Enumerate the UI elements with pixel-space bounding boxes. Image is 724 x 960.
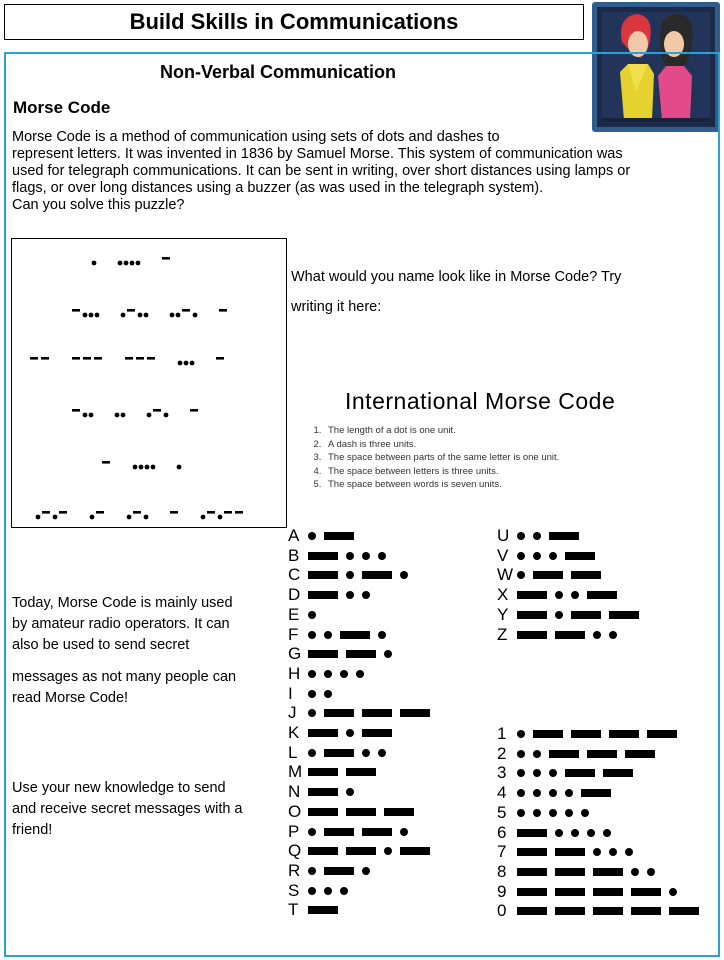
morse-char: 3	[497, 763, 507, 783]
dash-symbol	[308, 906, 338, 914]
morse-char: Y	[497, 604, 509, 624]
puzzle-dash	[72, 409, 80, 412]
dash-symbol	[593, 907, 623, 915]
puzzle-dash	[59, 511, 67, 514]
paragraph-today	[12, 593, 233, 656]
dash-symbol	[362, 729, 392, 737]
dash-symbol	[308, 591, 338, 599]
dash-symbol	[565, 552, 595, 560]
dash-symbol	[669, 907, 699, 915]
morse-char: J	[288, 703, 297, 723]
puzzle-dot	[83, 313, 88, 318]
dash-symbol	[647, 730, 677, 738]
puzzle-dash	[72, 357, 80, 360]
dot-symbol	[362, 591, 370, 599]
rule-item: 5. The space between words is seven units.	[324, 478, 559, 492]
puzzle-dot	[170, 313, 175, 318]
dash-symbol	[555, 888, 585, 896]
morse-row-z	[497, 625, 625, 645]
dot-symbol	[384, 650, 392, 658]
puzzle-dot	[176, 313, 181, 318]
dot-symbol	[308, 749, 316, 757]
puzzle-dash	[162, 257, 170, 260]
puzzle-dot	[121, 313, 126, 318]
puzzle-dash	[83, 357, 91, 360]
morse-row-g	[288, 644, 400, 664]
puzzle-dash	[224, 511, 232, 514]
puzzle-dot	[124, 261, 129, 266]
dash-symbol	[517, 868, 547, 876]
puzzle-dash	[127, 309, 135, 312]
morse-row-v	[497, 546, 603, 566]
subheading-morse-code: Morse Code	[13, 98, 111, 117]
dot-symbol	[631, 868, 639, 876]
dot-symbol	[517, 532, 525, 540]
para-line: Today, Morse Code is mainly used	[12, 595, 233, 611]
morse-char: M	[288, 762, 303, 782]
dot-symbol	[308, 887, 316, 895]
dot-symbol	[533, 769, 541, 777]
puzzle-dot	[139, 465, 144, 470]
dot-symbol	[555, 591, 563, 599]
dash-symbol	[555, 631, 585, 639]
puzzle-dash	[42, 511, 50, 514]
morse-char: K	[288, 723, 300, 742]
paragraph-use	[12, 778, 243, 841]
para-line: by amateur radio operators. It can	[12, 616, 230, 632]
dot-symbol	[533, 750, 541, 758]
dash-symbol	[533, 730, 563, 738]
dot-symbol	[647, 868, 655, 876]
morse-row-l	[288, 743, 394, 763]
dash-symbol	[308, 847, 338, 855]
rule-item: 2. A dash is three units.	[324, 438, 559, 452]
puzzle-dot	[145, 465, 150, 470]
dash-symbol	[555, 848, 585, 856]
dash-symbol	[571, 730, 601, 738]
dot-symbol	[346, 788, 354, 796]
puzzle-dash	[133, 511, 141, 514]
puzzle-dash	[72, 309, 80, 312]
morse-row-1	[497, 724, 685, 744]
dash-symbol	[587, 750, 617, 758]
dot-symbol	[324, 690, 332, 698]
intro-line: used for telegraph communications. It can be sent in writing, over short distances using lamps or	[12, 163, 631, 179]
page-title: Build Skills in Communications	[129, 9, 459, 34]
dot-symbol	[549, 789, 557, 797]
dot-symbol	[308, 532, 316, 540]
dot-symbol	[565, 789, 573, 797]
dot-symbol	[593, 848, 601, 856]
morse-row-s	[288, 881, 356, 901]
dot-symbol	[565, 809, 573, 817]
puzzle-dash	[96, 511, 104, 514]
dash-symbol	[517, 591, 547, 599]
prompt-line: writing it here:	[291, 299, 382, 315]
morse-row-9	[497, 882, 685, 902]
dot-symbol	[593, 631, 601, 639]
morse-char: G	[288, 644, 302, 664]
morse-char: O	[288, 801, 302, 821]
puzzle-dash	[41, 357, 49, 360]
puzzle-dash	[235, 511, 243, 514]
puzzle-dot	[193, 313, 198, 318]
dot-symbol	[324, 887, 332, 895]
morse-char: 1	[497, 724, 507, 743]
puzzle-dash	[125, 357, 133, 360]
rule-item: 4. The space between letters is three units.	[324, 465, 559, 479]
dash-symbol	[565, 769, 595, 777]
dash-symbol	[555, 868, 585, 876]
para-line: and receive secret messages with a	[12, 801, 243, 817]
dash-symbol	[631, 907, 661, 915]
morse-char: 0	[497, 901, 507, 921]
morse-char: 9	[497, 881, 507, 901]
dash-symbol	[603, 769, 633, 777]
morse-row-c	[288, 565, 416, 585]
morse-row-e	[288, 605, 324, 625]
puzzle-dash	[94, 357, 102, 360]
dash-symbol	[324, 709, 354, 717]
dot-symbol	[587, 829, 595, 837]
morse-row-m	[288, 762, 384, 782]
puzzle-dot	[92, 261, 97, 266]
morse-row-5	[497, 803, 597, 823]
dash-symbol	[362, 571, 392, 579]
morse-row-t	[288, 900, 346, 920]
puzzle-dot	[83, 413, 88, 418]
dot-symbol	[571, 829, 579, 837]
dash-symbol	[517, 888, 547, 896]
dash-symbol	[384, 808, 414, 816]
dot-symbol	[400, 571, 408, 579]
morse-row-4	[497, 783, 619, 803]
dash-symbol	[308, 788, 338, 796]
dot-symbol	[533, 809, 541, 817]
dash-symbol	[517, 611, 547, 619]
section-title: Non-Verbal Communication	[160, 62, 397, 82]
morse-row-f	[288, 625, 394, 645]
dot-symbol	[581, 809, 589, 817]
morse-char: N	[288, 782, 301, 802]
dot-symbol	[549, 769, 557, 777]
puzzle-dot	[151, 465, 156, 470]
dot-symbol	[362, 749, 370, 757]
puzzle-dot	[133, 465, 138, 470]
dash-symbol	[555, 907, 585, 915]
puzzle-dash	[182, 309, 190, 312]
morse-char: W	[497, 565, 514, 585]
morse-char: P	[288, 821, 300, 841]
dot-symbol	[340, 670, 348, 678]
puzzle-dot	[121, 413, 126, 418]
morse-row-2	[497, 744, 663, 764]
morse-char: S	[288, 880, 300, 900]
dash-symbol	[625, 750, 655, 758]
dash-symbol	[571, 611, 601, 619]
puzzle-dot	[138, 313, 143, 318]
dot-symbol	[324, 631, 332, 639]
dot-symbol	[346, 591, 354, 599]
morse-char: V	[497, 545, 509, 565]
puzzle-dot	[178, 361, 183, 366]
morse-char: Q	[288, 841, 302, 861]
dot-symbol	[517, 769, 525, 777]
dot-symbol	[362, 552, 370, 560]
puzzle-dot	[144, 515, 149, 520]
morse-row-n	[288, 782, 362, 802]
puzzle-dash	[30, 357, 38, 360]
dash-symbol	[593, 888, 623, 896]
morse-row-o	[288, 802, 422, 822]
dot-symbol	[324, 670, 332, 678]
puzzle-dot	[136, 261, 141, 266]
dash-symbol	[631, 888, 661, 896]
morse-row-u	[497, 526, 587, 546]
puzzle-dot	[115, 413, 120, 418]
puzzle-dash	[216, 357, 224, 360]
dot-symbol	[603, 829, 611, 837]
dot-symbol	[340, 887, 348, 895]
dash-symbol	[362, 828, 392, 836]
dot-symbol	[378, 552, 386, 560]
dot-symbol	[533, 789, 541, 797]
morse-puzzle-box	[11, 238, 287, 528]
dash-symbol	[346, 808, 376, 816]
dash-symbol	[308, 571, 338, 579]
puzzle-dash	[147, 357, 155, 360]
morse-char: D	[288, 585, 301, 605]
dot-symbol	[308, 670, 316, 678]
morse-row-r	[288, 861, 378, 881]
puzzle-dot	[130, 261, 135, 266]
dot-symbol	[609, 631, 617, 639]
puzzle-dot	[127, 515, 132, 520]
rule-item: 1. The length of a dot is one unit.	[324, 424, 559, 438]
puzzle-dash	[219, 309, 227, 312]
puzzle-dot	[89, 313, 94, 318]
morse-char: H	[288, 663, 301, 683]
morse-char: B	[288, 545, 300, 565]
dot-symbol	[308, 709, 316, 717]
dot-symbol	[308, 690, 316, 698]
morse-char: 5	[497, 802, 507, 822]
dash-symbol	[308, 552, 338, 560]
puzzle-dot	[89, 413, 94, 418]
morse-row-k	[288, 723, 400, 743]
morse-row-y	[497, 605, 647, 625]
puzzle-dot	[90, 515, 95, 520]
para-line: messages as not many people can	[12, 669, 237, 685]
dot-symbol	[555, 611, 563, 619]
name-prompt	[291, 262, 681, 322]
morse-char: E	[288, 604, 300, 624]
morse-char: 7	[497, 842, 507, 862]
rule-item: 3. The space between parts of the same letter is one unit.	[324, 451, 559, 465]
dot-symbol	[571, 591, 579, 599]
para-line: also be used to send secret	[12, 637, 190, 653]
dot-symbol	[517, 750, 525, 758]
morse-char: C	[288, 565, 301, 585]
dot-symbol	[356, 670, 364, 678]
morse-row-q	[288, 841, 438, 861]
puzzle-dash	[190, 409, 198, 412]
morse-chart-title: International Morse Code	[345, 388, 616, 414]
dot-symbol	[549, 552, 557, 560]
dash-symbol	[400, 847, 430, 855]
dot-symbol	[378, 631, 386, 639]
dash-symbol	[549, 750, 579, 758]
dash-symbol	[517, 829, 547, 837]
intro-line: Morse Code is a method of communication using sets of dots and dashes to	[12, 129, 500, 145]
morse-row-j	[288, 703, 438, 723]
dot-symbol	[308, 631, 316, 639]
dash-symbol	[609, 730, 639, 738]
dot-symbol	[378, 749, 386, 757]
dash-symbol	[308, 808, 338, 816]
puzzle-dot	[36, 515, 41, 520]
dash-symbol	[324, 532, 354, 540]
morse-row-3	[497, 763, 641, 783]
morse-row-8	[497, 862, 663, 882]
dash-symbol	[593, 868, 623, 876]
dot-symbol	[517, 552, 525, 560]
paragraph-messages	[12, 667, 236, 709]
morse-row-0	[497, 901, 707, 921]
morse-row-h	[288, 664, 372, 684]
morse-char: 2	[497, 743, 507, 763]
puzzle-dot	[147, 413, 152, 418]
dot-symbol	[609, 848, 617, 856]
dash-symbol	[587, 591, 617, 599]
morse-char: R	[288, 860, 301, 880]
morse-puzzle-drawing	[12, 239, 286, 527]
dash-symbol	[340, 631, 370, 639]
puzzle-dot	[190, 361, 195, 366]
morse-char: L	[288, 742, 298, 762]
puzzle-dot	[177, 465, 182, 470]
dot-symbol	[517, 730, 525, 738]
dash-symbol	[324, 867, 354, 875]
dot-symbol	[517, 571, 525, 579]
dash-symbol	[346, 847, 376, 855]
dash-symbol	[324, 749, 354, 757]
dash-symbol	[346, 768, 376, 776]
dash-symbol	[517, 848, 547, 856]
puzzle-dot	[95, 313, 100, 318]
intro-paragraph	[12, 129, 702, 214]
morse-row-i	[288, 684, 340, 704]
dash-symbol	[609, 611, 639, 619]
dot-symbol	[362, 867, 370, 875]
morse-char: U	[497, 526, 510, 545]
puzzle-dot	[118, 261, 123, 266]
dash-symbol	[362, 709, 392, 717]
morse-char: Z	[497, 624, 508, 644]
intro-line: flags, or over long distances using a buzzer (as was used in the telegraph system).	[12, 180, 544, 196]
puzzle-dot	[144, 313, 149, 318]
para-line: friend!	[12, 822, 53, 838]
dot-symbol	[625, 848, 633, 856]
morse-char: T	[288, 900, 299, 920]
dot-symbol	[517, 809, 525, 817]
prompt-line: What would you name look like in Morse Code? Try	[291, 269, 622, 285]
page-title-box	[4, 4, 584, 40]
dash-symbol	[581, 789, 611, 797]
puzzle-dot	[218, 515, 223, 520]
puzzle-dot	[164, 413, 169, 418]
dot-symbol	[549, 809, 557, 817]
para-line: Use your new knowledge to send	[12, 780, 226, 796]
dot-symbol	[308, 828, 316, 836]
dot-symbol	[533, 532, 541, 540]
morse-row-w	[497, 565, 609, 585]
puzzle-dash	[207, 511, 215, 514]
morse-char: X	[497, 585, 509, 605]
dash-symbol	[517, 631, 547, 639]
dot-symbol	[400, 828, 408, 836]
dash-symbol	[571, 571, 601, 579]
morse-row-a	[288, 526, 362, 546]
dot-symbol	[533, 552, 541, 560]
dash-symbol	[308, 650, 338, 658]
morse-char: F	[288, 624, 299, 644]
morse-char: 8	[497, 861, 507, 881]
puzzle-dash	[153, 409, 161, 412]
dash-symbol	[308, 729, 338, 737]
dot-symbol	[308, 867, 316, 875]
puzzle-dot	[184, 361, 189, 366]
dash-symbol	[549, 532, 579, 540]
dot-symbol	[346, 552, 354, 560]
dot-symbol	[308, 611, 316, 619]
dot-symbol	[384, 847, 392, 855]
puzzle-dot	[201, 515, 206, 520]
intro-line: represent letters. It was invented in 1836 by Samuel Morse. This system of communication was	[12, 146, 623, 162]
morse-char: 6	[497, 822, 507, 842]
dot-symbol	[517, 789, 525, 797]
morse-row-7	[497, 842, 641, 862]
morse-char: 4	[497, 783, 507, 803]
morse-row-d	[288, 585, 378, 605]
dash-symbol	[324, 828, 354, 836]
dash-symbol	[400, 709, 430, 717]
intro-line: Can you solve this puzzle?	[12, 197, 185, 213]
dot-symbol	[346, 729, 354, 737]
dash-symbol	[308, 768, 338, 776]
dash-symbol	[533, 571, 563, 579]
morse-char: A	[288, 526, 300, 545]
dot-symbol	[669, 888, 677, 896]
morse-char: I	[288, 683, 293, 703]
dash-symbol	[346, 650, 376, 658]
puzzle-dash	[170, 511, 178, 514]
morse-row-x	[497, 585, 625, 605]
dash-symbol	[517, 907, 547, 915]
dot-symbol	[555, 829, 563, 837]
morse-row-6	[497, 823, 619, 843]
para-line: read Morse Code!	[12, 690, 129, 706]
morse-row-p	[288, 822, 416, 842]
dot-symbol	[346, 571, 354, 579]
morse-rules-list	[312, 424, 559, 492]
puzzle-dash	[136, 357, 144, 360]
morse-row-b	[288, 546, 394, 566]
puzzle-dot	[53, 515, 58, 520]
puzzle-dash	[102, 461, 110, 464]
